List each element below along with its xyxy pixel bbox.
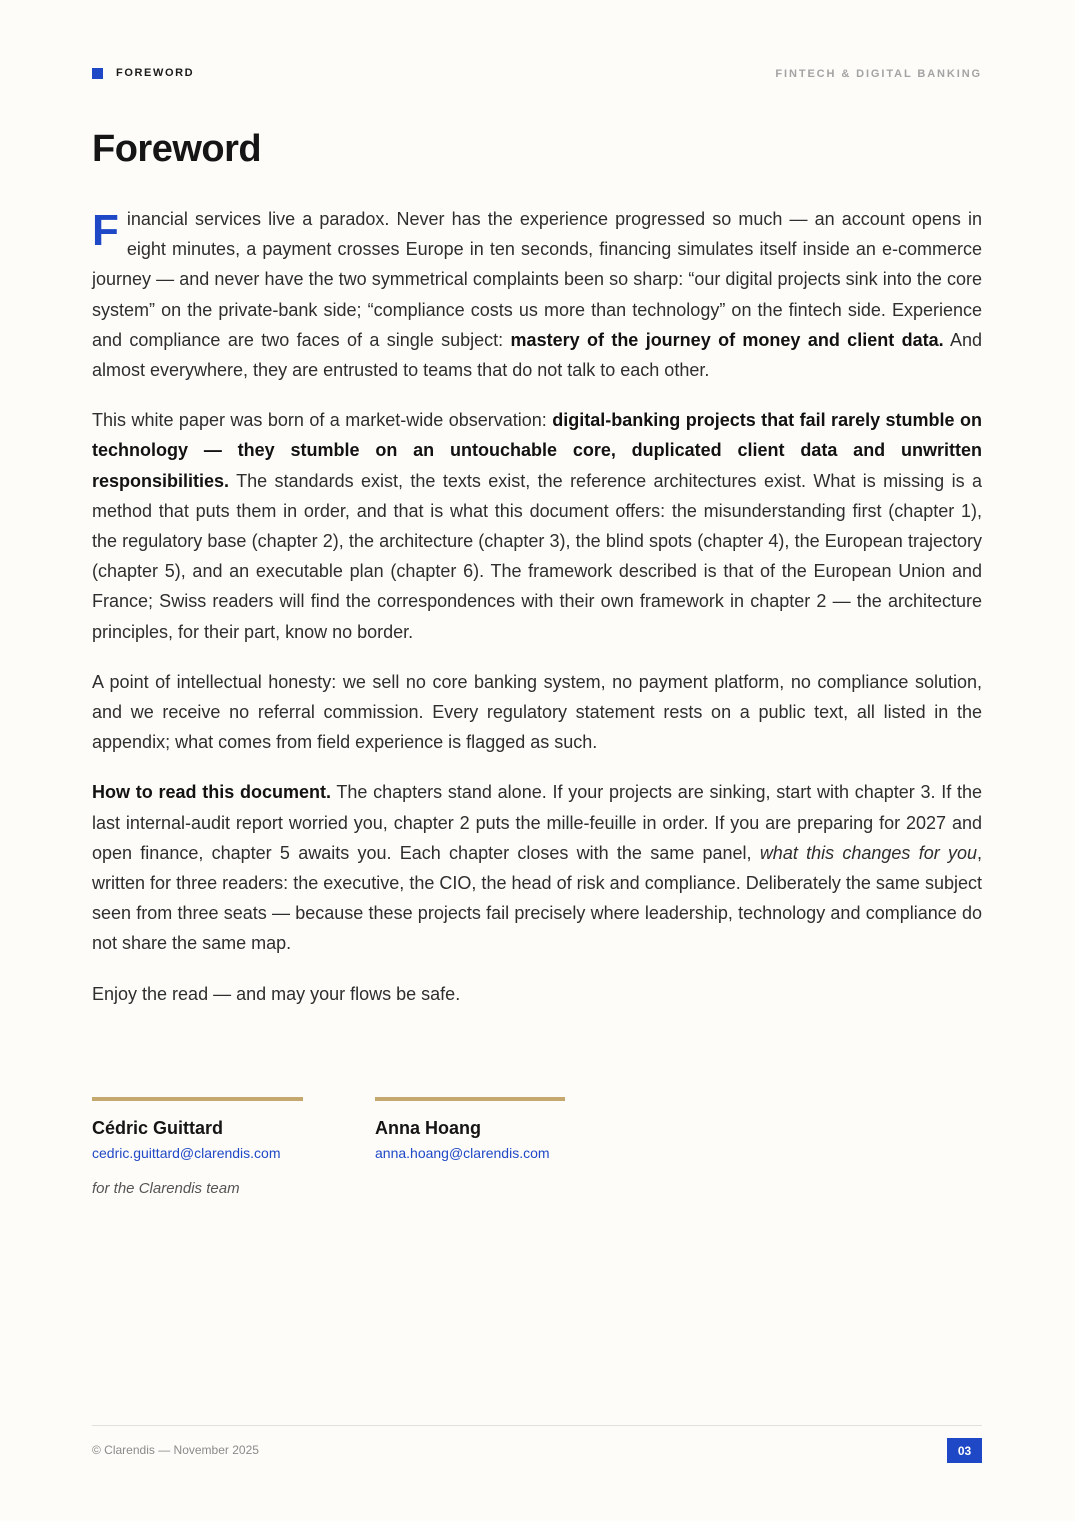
document-category: FINTECH & DIGITAL BANKING xyxy=(775,68,982,80)
team-note: for the Clarendis team xyxy=(92,1180,240,1197)
paragraph-2-text-b: The standards exist, the texts exist, the reference architectures exist. What is missing is a method that puts them in order, and that is what this document offers: the misunderstanding first (chapter 1), the regulatory base (chapter 2), the architecture (chapter 3), the blind spots (chapter 4), the European trajectory (chapter 5), and an executable plan (chapter 6). The framework described is that of the European Union and France; Swiss readers will find the correspondences with their own framework in chapter 2 — the architecture principles, for their part, know no border. xyxy=(92,470,982,642)
signer-1 xyxy=(92,1097,303,1162)
paragraph-1-emphasis: mastery of the journey of money and client data. xyxy=(510,329,944,350)
section-label-text: FOREWORD xyxy=(116,67,195,79)
paragraph-4-italic: what this changes for you xyxy=(759,842,977,863)
paragraph-1-text-a: inancial services live a paradox. Never has the experience progressed so much — an account opens in eight minutes, a payment crosses Europe in ten seconds, financing simulates itself inside an e-commerce journey — and never have the two symmetrical complaints been so sharp: “our digital projects sink into the core system” on the private-bank side; “compliance costs us more than technology” on the fintech side. Experience and compliance are two faces of a single subject: xyxy=(92,209,982,350)
paragraph-5: Enjoy the read — and may your flows be safe. xyxy=(92,983,461,1004)
body-text xyxy=(92,204,982,1029)
square-marker-icon xyxy=(92,68,103,79)
paragraph-4 xyxy=(92,777,982,958)
signature-rule xyxy=(92,1097,303,1101)
paragraph-1 xyxy=(92,204,982,385)
paragraph-2-emphasis: digital-banking projects that fail rarely stumble on technology — they stumble on an untouchable core, duplicated client data and unwritten responsibilities. xyxy=(92,410,983,491)
paragraph-2-text-a: This white paper was born of a market-wide observation: xyxy=(92,410,553,431)
section-label xyxy=(92,67,194,79)
paragraph-4-text-b: , written for three readers: the executive, the CIO, the head of risk and compliance. Deliberately the same subject seen from three seats — because these projects fail precisely where leadership, technology and compliance do not share the same map. xyxy=(92,842,983,954)
paragraph-4-lead: How to read this document. xyxy=(92,782,331,803)
signer-2 xyxy=(375,1097,565,1162)
footer-copyright: © Clarendis — November 2025 xyxy=(92,1443,259,1457)
page-title: Foreword xyxy=(92,128,262,170)
paragraph-3: A point of intellectual honesty: we sell no core banking system, no payment platform, no compliance solution, and we receive no referral commission. Every regulatory statement rests on a public text, all listed in the appendix; what comes from field experience is flagged as such. xyxy=(92,671,982,753)
paragraph-4-text-a: The chapters stand alone. If your projects are sinking, start with chapter 3. If the last internal-audit report worried you, chapter 2 puts the mille-feuille in order. If you are preparing for 2027 and open finance, chapter 5 awaits you. Each chapter closes with the same panel, xyxy=(92,782,982,863)
signer-name: Anna Hoang xyxy=(375,1118,481,1138)
paragraph-2 xyxy=(92,405,982,647)
signer-email-link[interactable]: cedric.guittard@clarendis.com xyxy=(92,1145,281,1161)
drop-cap: F xyxy=(92,206,119,255)
footer-divider xyxy=(92,1425,982,1426)
page-number-badge: 03 xyxy=(947,1438,982,1463)
paragraph-1-text-b: And almost everywhere, they are entrusted to teams that do not talk to each other. xyxy=(92,329,982,381)
signer-email-link[interactable]: anna.hoang@clarendis.com xyxy=(375,1145,550,1161)
running-header xyxy=(92,67,982,81)
page xyxy=(92,0,982,1521)
signer-name: Cédric Guittard xyxy=(92,1118,224,1138)
signature-rule xyxy=(375,1097,565,1101)
